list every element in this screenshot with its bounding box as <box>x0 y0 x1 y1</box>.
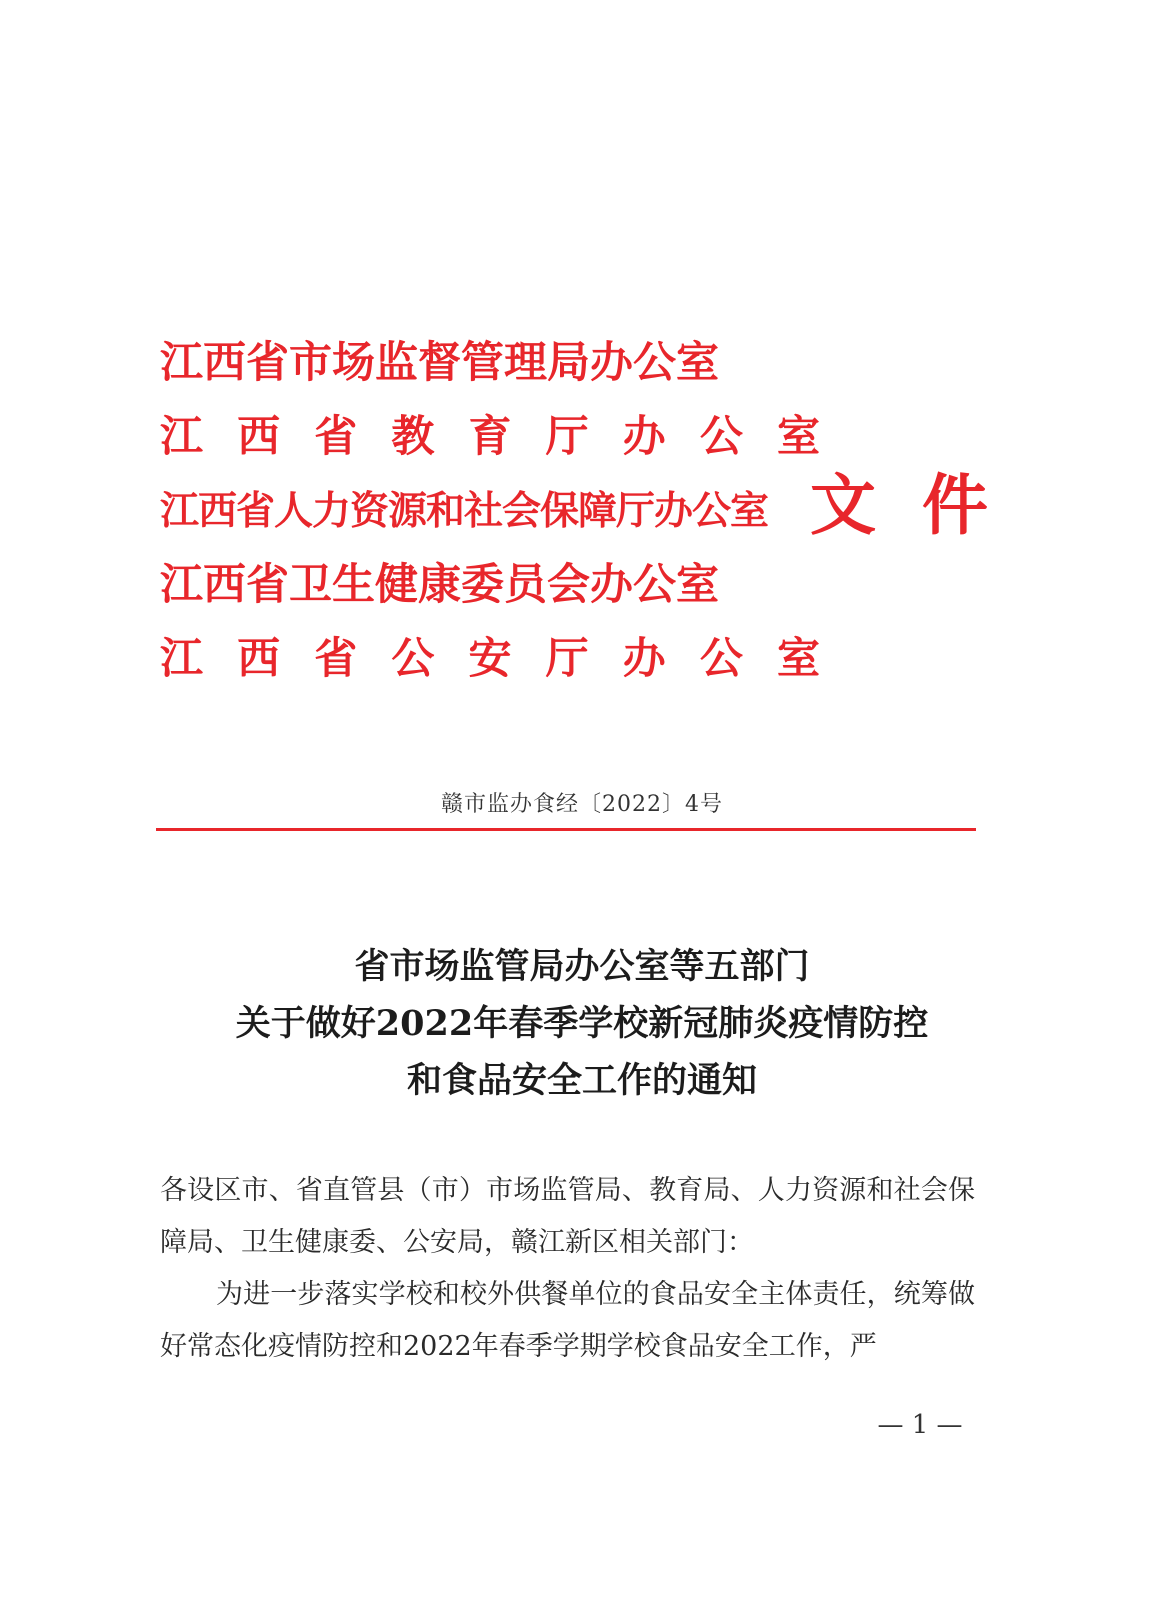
red-divider <box>156 828 976 831</box>
title-line-3: 和食品安全工作的通知 <box>406 1060 757 1101</box>
document-number: 赣市监办食经〔2022〕4号 <box>441 792 723 817</box>
page-number: — 1 — <box>877 1410 963 1440</box>
issuer-public-security: 江 西 省 公 安 厅 办 公 室 <box>160 634 820 684</box>
document-title <box>0 938 1164 1109</box>
document-label: 文件 <box>810 466 1034 544</box>
issuer-human-resources: 江西省人力资源和社会保障厅办公室 <box>160 488 769 534</box>
body-paragraph: 为进一步落实学校和校外供餐单位的食品安全主体责任，统筹做好常态化疫情防控和2022年春季学期学校食品安全工作，严 <box>160 1279 975 1362</box>
addressee: 各设区市、省直管县（市）市场监管局、教育局、人力资源和社会保障局、卫生健康委、公安局，赣江新区相关部门： <box>160 1175 975 1258</box>
issuer-list <box>160 326 820 696</box>
issuer-education: 江 西 省 教 育 厅 办 公 室 <box>160 412 820 462</box>
issuer-market-regulation: 江西省市场监督管理局办公室 <box>160 338 719 388</box>
title-line-1: 省市场监管局办公室等五部门 <box>354 946 810 987</box>
title-line-2: 关于做好2022年春季学校新冠肺炎疫情防控 <box>235 1003 929 1044</box>
issuer-health-commission: 江西省卫生健康委员会办公室 <box>160 560 719 610</box>
document-body <box>160 1165 975 1373</box>
